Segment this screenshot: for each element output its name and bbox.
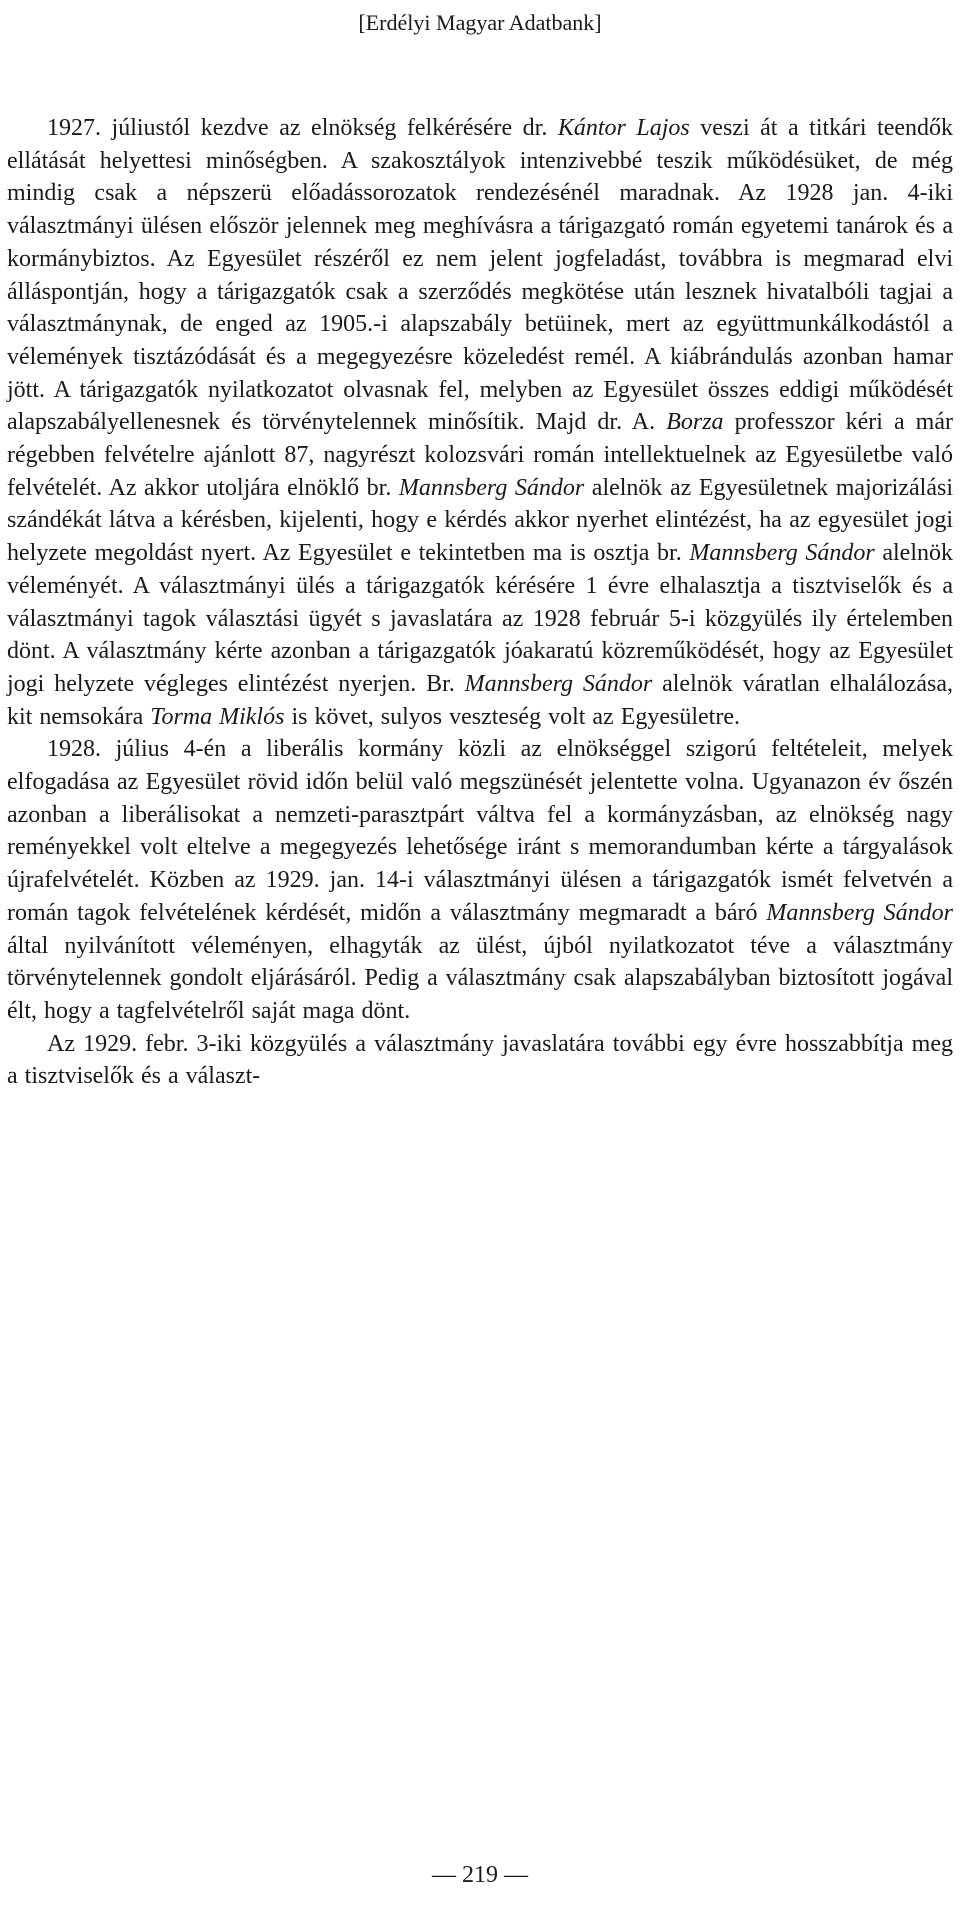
text-run: alelnök az Egyesületnek majorizálási szándékát látva a kérésben, kijelenti, hogy e kérdés akkor nyerhet elintézést, ha az egyesület jogi helyzete megoldást nyert. Az Egyesület e tekintetben ma is osztja br. <box>7 474 953 567</box>
text-run: alelnök véleményét. A választmányi ülés a tárigazgatók kérésére 1 évre elhalasztja a tisztviselők és a választmányi tagok választási ügyét s javaslatára az 1928 február 5-i közgyülés ily értelemben dönt. A választmány kérte azonban a tárigazgatók jóakaratú közreműködését, hogy az Egyesület jogi helyzete végleges elintézést nyerjen. Br. <box>7 540 953 697</box>
paragraph <box>7 733 953 1027</box>
text-run: veszi át a titkári teendők ellátását helyettesi minőségben. A szakosztályok intenzivebbé teszik működésüket, de még mindig csak a népszerü előadássorozatok rendezésénél maradnak. Az 1928 jan. 4-iki választmányi ülésen először jelennek meg meghívásra a tárigazgató román egyetemi tanárok és a kormánybiztos. Az Egyesület részéről ez nem jelent jogfeladást, továbbra is megmarad elvi álláspontján, hogy a tárigazgatók csak a szerződés megkötése után lesznek hivatalbóli tagjai a választmánynak, de enged az 1905.-i alapszabály betüinek, mert az együttmunkálkodástól a vélemények tisztázódását és a megegyezésre közeledést remél. A kiábrándulás azonban hamar jött. A tárigazgatók nyilatkozatot olvasnak fel, melyben az Egyesület összes eddigi működését alapszabályellenesnek és törvénytelennek minősítik. Majd dr. A. <box>7 115 953 436</box>
person-name: Torma Miklós <box>150 703 285 730</box>
text-run: is követ, sulyos veszteség volt az Egyesületre. <box>284 703 740 730</box>
text-run: által nyilvánított véleményen, elhagyták az ülést, újból nyilatkozatot téve a választmány törvénytelennek gondolt eljárásáról. Pedig a választmány csak alapszabályban biztosított jogával élt, hogy a tagfelvételről saját maga dönt. <box>7 932 953 1024</box>
text-run: Az 1929. febr. 3-iki közgyülés a választmány javaslatára további egy évre hosszabbítja meg a tisztviselők és a választ- <box>7 1030 953 1090</box>
paragraph <box>7 1028 953 1093</box>
person-name: Kántor Lajos <box>557 115 690 141</box>
person-name: Mannsberg Sándor <box>766 899 953 926</box>
text-run: professzor kéri a már régebben felvételre ajánlott 87, nagyrészt kolozsvári román intellektuelnek az Egyesületbe való felvételét. Az akkor utoljára elnöklő br. <box>7 409 953 501</box>
body-text <box>7 112 953 1093</box>
text-run: 1927. júliustól kezdve az elnökség felkérésére dr. <box>47 115 558 141</box>
paragraph <box>7 112 953 733</box>
person-name: Mannsberg Sándor <box>689 540 875 567</box>
person-name: Mannsberg Sándor <box>464 670 653 697</box>
page-number: — 219 — <box>432 1862 528 1888</box>
text-run: alelnök váratlan elhalálozása, kit nemsokára <box>7 670 953 730</box>
person-name: Borza <box>666 409 724 436</box>
person-name: Mannsberg Sándor <box>398 474 585 501</box>
text-run: 1928. július 4-én a liberális kormány közli az elnökséggel szigorú feltételeit, melyek elfogadása az Egyesület rövid időn belül való megszünését jelentette volna. Ugyanazon év őszén azonban a liberálisokat a nemzeti-parasztpárt váltva fel a kormányzásban, az elnökség nagy reményekkel volt eltelve a megegyezés lehetősége iránt s memorandumban kérte a tárgyalások újrafelvételét. Közben az 1929. jan. 14-i választmányi ülésen a tárigazgatók ismét felvetvén a román tagok felvételének kérdését, midőn a választmány megmaradt a báró <box>7 736 953 926</box>
running-header: [Erdélyi Magyar Adatbank] <box>358 10 602 35</box>
